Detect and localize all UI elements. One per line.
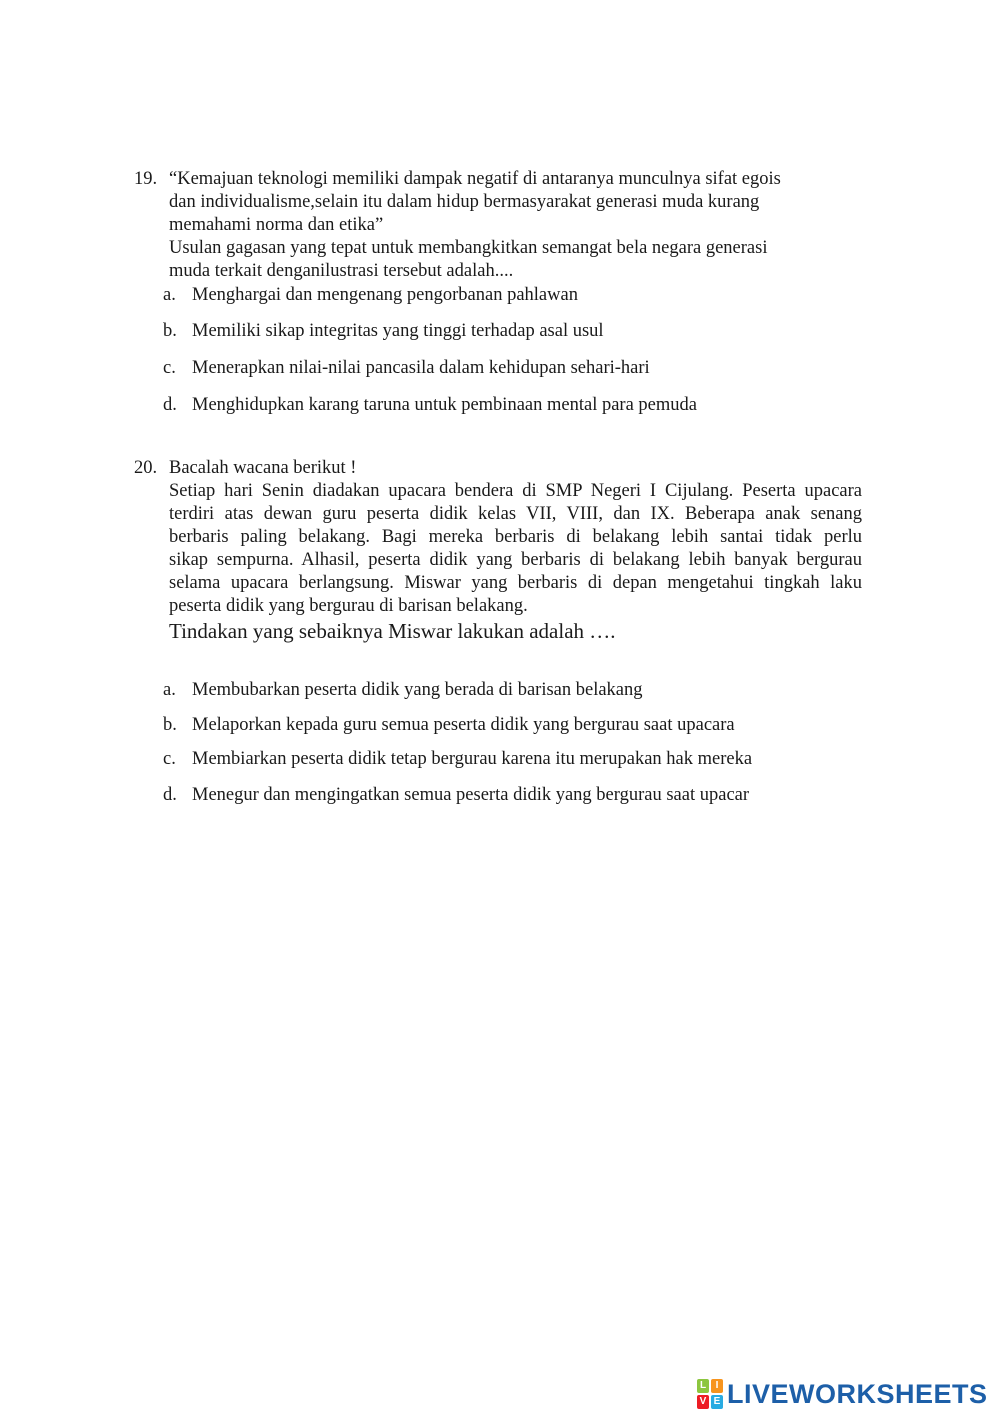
question-number: 19. — [134, 169, 158, 189]
q19-option-d[interactable] — [163, 395, 697, 416]
option-text: Menghidupkan karang taruna untuk pembinaan mental para pemuda — [192, 395, 697, 415]
option-letter: b. — [163, 715, 177, 735]
logo-tile: V — [697, 1395, 709, 1409]
passage-line: selama upacara berlangsung. Miswar yang berbaris di depan mengetahui tingkah laku — [169, 573, 862, 593]
option-letter: c. — [163, 749, 176, 769]
passage-line: peserta didik yang bergurau di barisan belakang. — [169, 596, 528, 616]
logo-tile: L — [697, 1379, 709, 1393]
passage-line: Setiap hari Senin diadakan upacara bendera di SMP Negeri I Cijulang. Peserta upacara — [169, 481, 862, 501]
liveworksheets-logo — [697, 1378, 988, 1410]
q19-option-b[interactable] — [163, 321, 604, 342]
option-letter: d. — [163, 395, 177, 415]
passage-line: terdiri atas dewan guru peserta didik kelas VII, VIII, dan IX. Beberapa anak senang — [169, 504, 862, 524]
question-number: 20. — [134, 458, 158, 478]
passage-line: sikap sempurna. Alhasil, peserta didik yang berbaris di belakang lebih banyak bergurau — [169, 550, 862, 570]
option-letter: a. — [163, 285, 176, 305]
logo-text: LIVEWORKSHEETS — [727, 1378, 988, 1409]
logo-tile: E — [711, 1395, 723, 1409]
option-letter: a. — [163, 680, 176, 700]
option-letter: b. — [163, 321, 177, 341]
option-text: Memiliki sikap integritas yang tinggi terhadap asal usul — [192, 321, 604, 341]
option-text: Menegur dan mengingatkan semua peserta didik yang bergurau saat upacar — [192, 785, 750, 805]
question-intro: Bacalah wacana berikut ! — [169, 458, 357, 478]
q20-option-a[interactable] — [163, 680, 643, 701]
option-text: Membiarkan peserta didik tetap bergurau karena itu merupakan hak mereka — [192, 749, 753, 769]
option-letter: d. — [163, 785, 177, 805]
question-line: memahami norma dan etika” — [169, 215, 384, 235]
option-text: Membubarkan peserta didik yang berada di barisan belakang — [192, 680, 643, 700]
option-letter: c. — [163, 358, 176, 378]
question-19-text — [169, 168, 862, 283]
q20-option-b[interactable] — [163, 715, 735, 736]
question-line: dan individualisme,selain itu dalam hidup bermasyarakat generasi muda kurang — [169, 192, 760, 212]
passage-line: berbaris paling belakang. Bagi mereka berbaris di belakang lebih santai tidak perlu — [169, 527, 862, 547]
q20-option-d[interactable] — [163, 785, 749, 806]
option-text: Menerapkan nilai-nilai pancasila dalam kehidupan sehari-hari — [192, 358, 650, 378]
q20-option-c[interactable] — [163, 749, 752, 770]
option-text: Melaporkan kepada guru semua peserta didik yang bergurau saat upacara — [192, 715, 735, 735]
question-prompt: Tindakan yang sebaiknya Miswar lakukan adalah …. — [169, 619, 616, 643]
question-20-text — [169, 457, 862, 644]
q19-option-c[interactable] — [163, 358, 650, 379]
logo-tile: I — [711, 1379, 723, 1393]
question-line: “Kemajuan teknologi memiliki dampak negatif di antaranya munculnya sifat egois — [169, 169, 781, 189]
q19-option-a[interactable] — [163, 285, 578, 306]
option-text: Menghargai dan mengenang pengorbanan pahlawan — [192, 285, 578, 305]
question-line: Usulan gagasan yang tepat untuk membangkitkan semangat bela negara generasi — [169, 238, 768, 258]
question-line: muda terkait denganilustrasi tersebut adalah.... — [169, 261, 514, 281]
liveworksheets-mark-icon — [697, 1379, 723, 1409]
